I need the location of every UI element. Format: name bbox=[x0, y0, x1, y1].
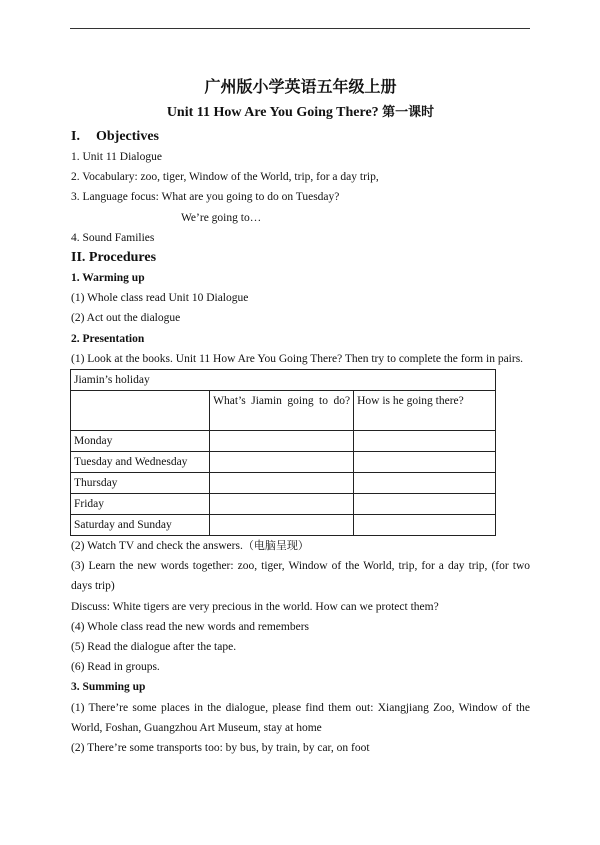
table-row-day: Monday bbox=[71, 431, 210, 452]
objective-item: 3. Language focus: What are you going to do on Tuesday? bbox=[71, 191, 340, 204]
presentation-item bbox=[71, 536, 530, 556]
table-caption: Jiamin’s holiday bbox=[71, 370, 496, 391]
table-header-activity: What’s Jiamin going to do? bbox=[210, 391, 354, 431]
unit-title: Unit 11 How Are You Going There? bbox=[166, 105, 379, 120]
header-rule bbox=[70, 28, 530, 29]
table-cell-transport[interactable] bbox=[354, 494, 496, 515]
table-cell-activity[interactable] bbox=[210, 452, 354, 473]
table-cell-transport[interactable] bbox=[354, 515, 496, 536]
objectives-heading bbox=[71, 127, 530, 147]
objective-item: 1. Unit 11 Dialogue bbox=[71, 151, 162, 163]
document-body bbox=[71, 74, 530, 758]
watch-tv-text: (2) Watch TV and check the answers. bbox=[71, 540, 243, 553]
procedures-heading: II. Procedures bbox=[71, 250, 157, 266]
warming-item: (2) Act out the dialogue bbox=[71, 312, 181, 325]
presentation-item: (4) Whole class read the new words and remembers bbox=[71, 620, 310, 633]
objective-item: 4. Sound Families bbox=[71, 231, 155, 244]
document-title-cn: 广州版小学英语五年级上册 bbox=[204, 77, 397, 96]
computer-display-note: （电脑呈现） bbox=[242, 539, 309, 553]
objective-item: 2. Vocabulary: zoo, tiger, Window of the World, trip, for a day trip, bbox=[71, 171, 379, 184]
summing-up-heading: 3. Summing up bbox=[71, 681, 146, 694]
summing-item: (1) There’re some places in the dialogue, please find them out: Xiangjiang Zoo, Window of the World, Foshan, Guangzhou Art Museum, stay at home bbox=[71, 701, 530, 734]
lesson-label: 第一课时 bbox=[382, 105, 435, 120]
warming-item: (1) Whole class read Unit 10 Dialogue bbox=[71, 292, 249, 305]
table-cell-transport[interactable] bbox=[354, 473, 496, 494]
objective-item: We’re going to… bbox=[181, 211, 262, 224]
presentation-item: (6) Read in groups. bbox=[71, 661, 160, 674]
table-cell-activity[interactable] bbox=[210, 494, 354, 515]
presentation-item: (5) Read the dialogue after the tape. bbox=[71, 641, 237, 654]
table-cell-transport[interactable] bbox=[354, 452, 496, 473]
table-cell-activity[interactable] bbox=[210, 473, 354, 494]
table-cell-transport[interactable] bbox=[354, 431, 496, 452]
objectives-label: Objectives bbox=[96, 129, 159, 144]
table-row-day: Thursday bbox=[71, 473, 210, 494]
table-cell-activity[interactable] bbox=[210, 431, 354, 452]
table-header-empty bbox=[71, 391, 210, 431]
table-row-day: Tuesday and Wednesday bbox=[71, 452, 210, 473]
table-header-transport: How is he going there? bbox=[354, 391, 496, 431]
presentation-item: (1) Look at the books. Unit 11 How Are You Going There? Then try to complete the form in pairs. bbox=[71, 352, 524, 365]
document-title-unit bbox=[71, 100, 530, 126]
table-row-day: Friday bbox=[71, 494, 210, 515]
warming-up-heading: 1. Warming up bbox=[71, 272, 145, 285]
presentation-heading: 2. Presentation bbox=[71, 332, 145, 345]
table-cell-activity[interactable] bbox=[210, 515, 354, 536]
table-row-day: Saturday and Sunday bbox=[71, 515, 210, 536]
discussion-text: Discuss: White tigers are very precious in the world. How can we protect them? bbox=[71, 600, 439, 613]
objectives-number: I. bbox=[71, 129, 80, 144]
holiday-form-table bbox=[70, 369, 496, 536]
presentation-item: (3) Learn the new words together: zoo, tiger, Window of the World, trip, for a day trip, (for two days trip) bbox=[71, 560, 530, 593]
summing-item: (2) There’re some transports too: by bus, by train, by car, on foot bbox=[71, 742, 370, 755]
